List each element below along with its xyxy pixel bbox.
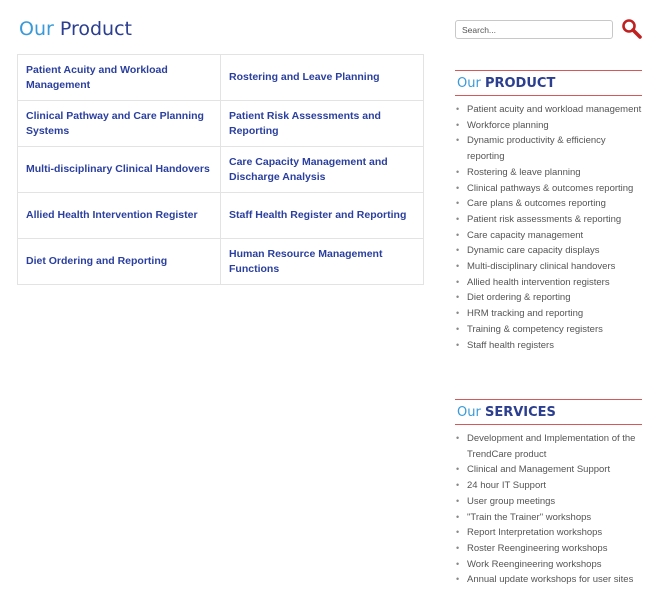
- product-link[interactable]: Staff Health Register and Reporting: [229, 209, 407, 221]
- table-cell: [221, 239, 424, 285]
- product-link[interactable]: Patient Risk Assessments and Reporting: [229, 109, 381, 137]
- page-title: [19, 18, 132, 40]
- table-cell: [18, 193, 221, 239]
- list-item: • Rostering & leave planning: [467, 165, 642, 181]
- list-item: • User group meetings: [467, 494, 642, 510]
- sidebar-product-widget: [455, 70, 642, 353]
- search-input[interactable]: [455, 20, 613, 39]
- page-title-our: Our: [19, 18, 54, 40]
- list-item: • Clinical pathways & outcomes reporting: [467, 181, 642, 197]
- table-row: [18, 101, 424, 147]
- list-item: • Care plans & outcomes reporting: [467, 196, 642, 212]
- sidebar-services-widget: [455, 399, 642, 588]
- list-item: • Multi-disciplinary clinical handovers: [467, 259, 642, 275]
- search-button[interactable]: [621, 18, 643, 40]
- sidebar-services-heading: [455, 400, 642, 425]
- product-link[interactable]: Care Capacity Management and Discharge Analysis: [229, 155, 388, 183]
- list-item: • Annual update workshops for user sites: [467, 572, 642, 588]
- list-item: • Staff health registers: [467, 338, 642, 354]
- sidebar-product-list: [455, 102, 642, 353]
- list-item: • Clinical and Management Support: [467, 462, 642, 478]
- list-item: • Training & competency registers: [467, 322, 642, 338]
- list-item: • Workforce planning: [467, 118, 642, 134]
- list-item: • Development and Implementation of the TrendCare product: [467, 431, 642, 462]
- table-cell: [221, 193, 424, 239]
- list-item: • Roster Reengineering workshops: [467, 541, 642, 557]
- table-cell: [221, 147, 424, 193]
- list-item: • Report Interpretation workshops: [467, 525, 642, 541]
- heading-our: Our: [457, 405, 481, 420]
- table-row: [18, 193, 424, 239]
- list-item: • Work Reengineering workshops: [467, 557, 642, 573]
- list-item: • Allied health intervention registers: [467, 275, 642, 291]
- table-cell: [221, 101, 424, 147]
- list-item: • Diet ordering & reporting: [467, 290, 642, 306]
- table-row: [18, 239, 424, 285]
- list-item: • Dynamic productivity & efficiency reporting: [467, 133, 642, 164]
- list-item: • "Train the Trainer" workshops: [467, 510, 642, 526]
- table-cell: [18, 55, 221, 101]
- heading-product: PRODUCT: [484, 76, 556, 91]
- list-item: • Patient risk assessments & reporting: [467, 212, 642, 228]
- page-title-product: Product: [59, 18, 132, 40]
- product-link[interactable]: Allied Health Intervention Register: [26, 209, 198, 221]
- table-cell: [18, 101, 221, 147]
- table-row: [18, 147, 424, 193]
- list-item: • Patient acuity and workload management: [467, 102, 642, 118]
- product-link[interactable]: Diet Ordering and Reporting: [26, 255, 168, 267]
- table-cell: [221, 55, 424, 101]
- list-item: • 24 hour IT Support: [467, 478, 642, 494]
- product-link[interactable]: Human Resource Management Functions: [229, 247, 383, 275]
- list-item: • Care capacity management: [467, 228, 642, 244]
- table-cell: [18, 239, 221, 285]
- sidebar-product-heading: [455, 71, 642, 96]
- sidebar-services-list: [455, 431, 642, 588]
- heading-our: Our: [457, 76, 481, 91]
- table-cell: [18, 147, 221, 193]
- product-link[interactable]: Clinical Pathway and Care Planning Systems: [26, 109, 204, 137]
- products-table: [17, 54, 424, 285]
- list-item: • Dynamic care capacity displays: [467, 243, 642, 259]
- list-item: • HRM tracking and reporting: [467, 306, 642, 322]
- product-link[interactable]: Patient Acuity and Workload Management: [26, 63, 168, 91]
- table-row: [18, 55, 424, 101]
- product-link[interactable]: Rostering and Leave Planning: [229, 71, 380, 83]
- product-link[interactable]: Multi-disciplinary Clinical Handovers: [26, 163, 210, 175]
- magnifier-icon: [621, 18, 643, 40]
- heading-services: SERVICES: [484, 405, 556, 420]
